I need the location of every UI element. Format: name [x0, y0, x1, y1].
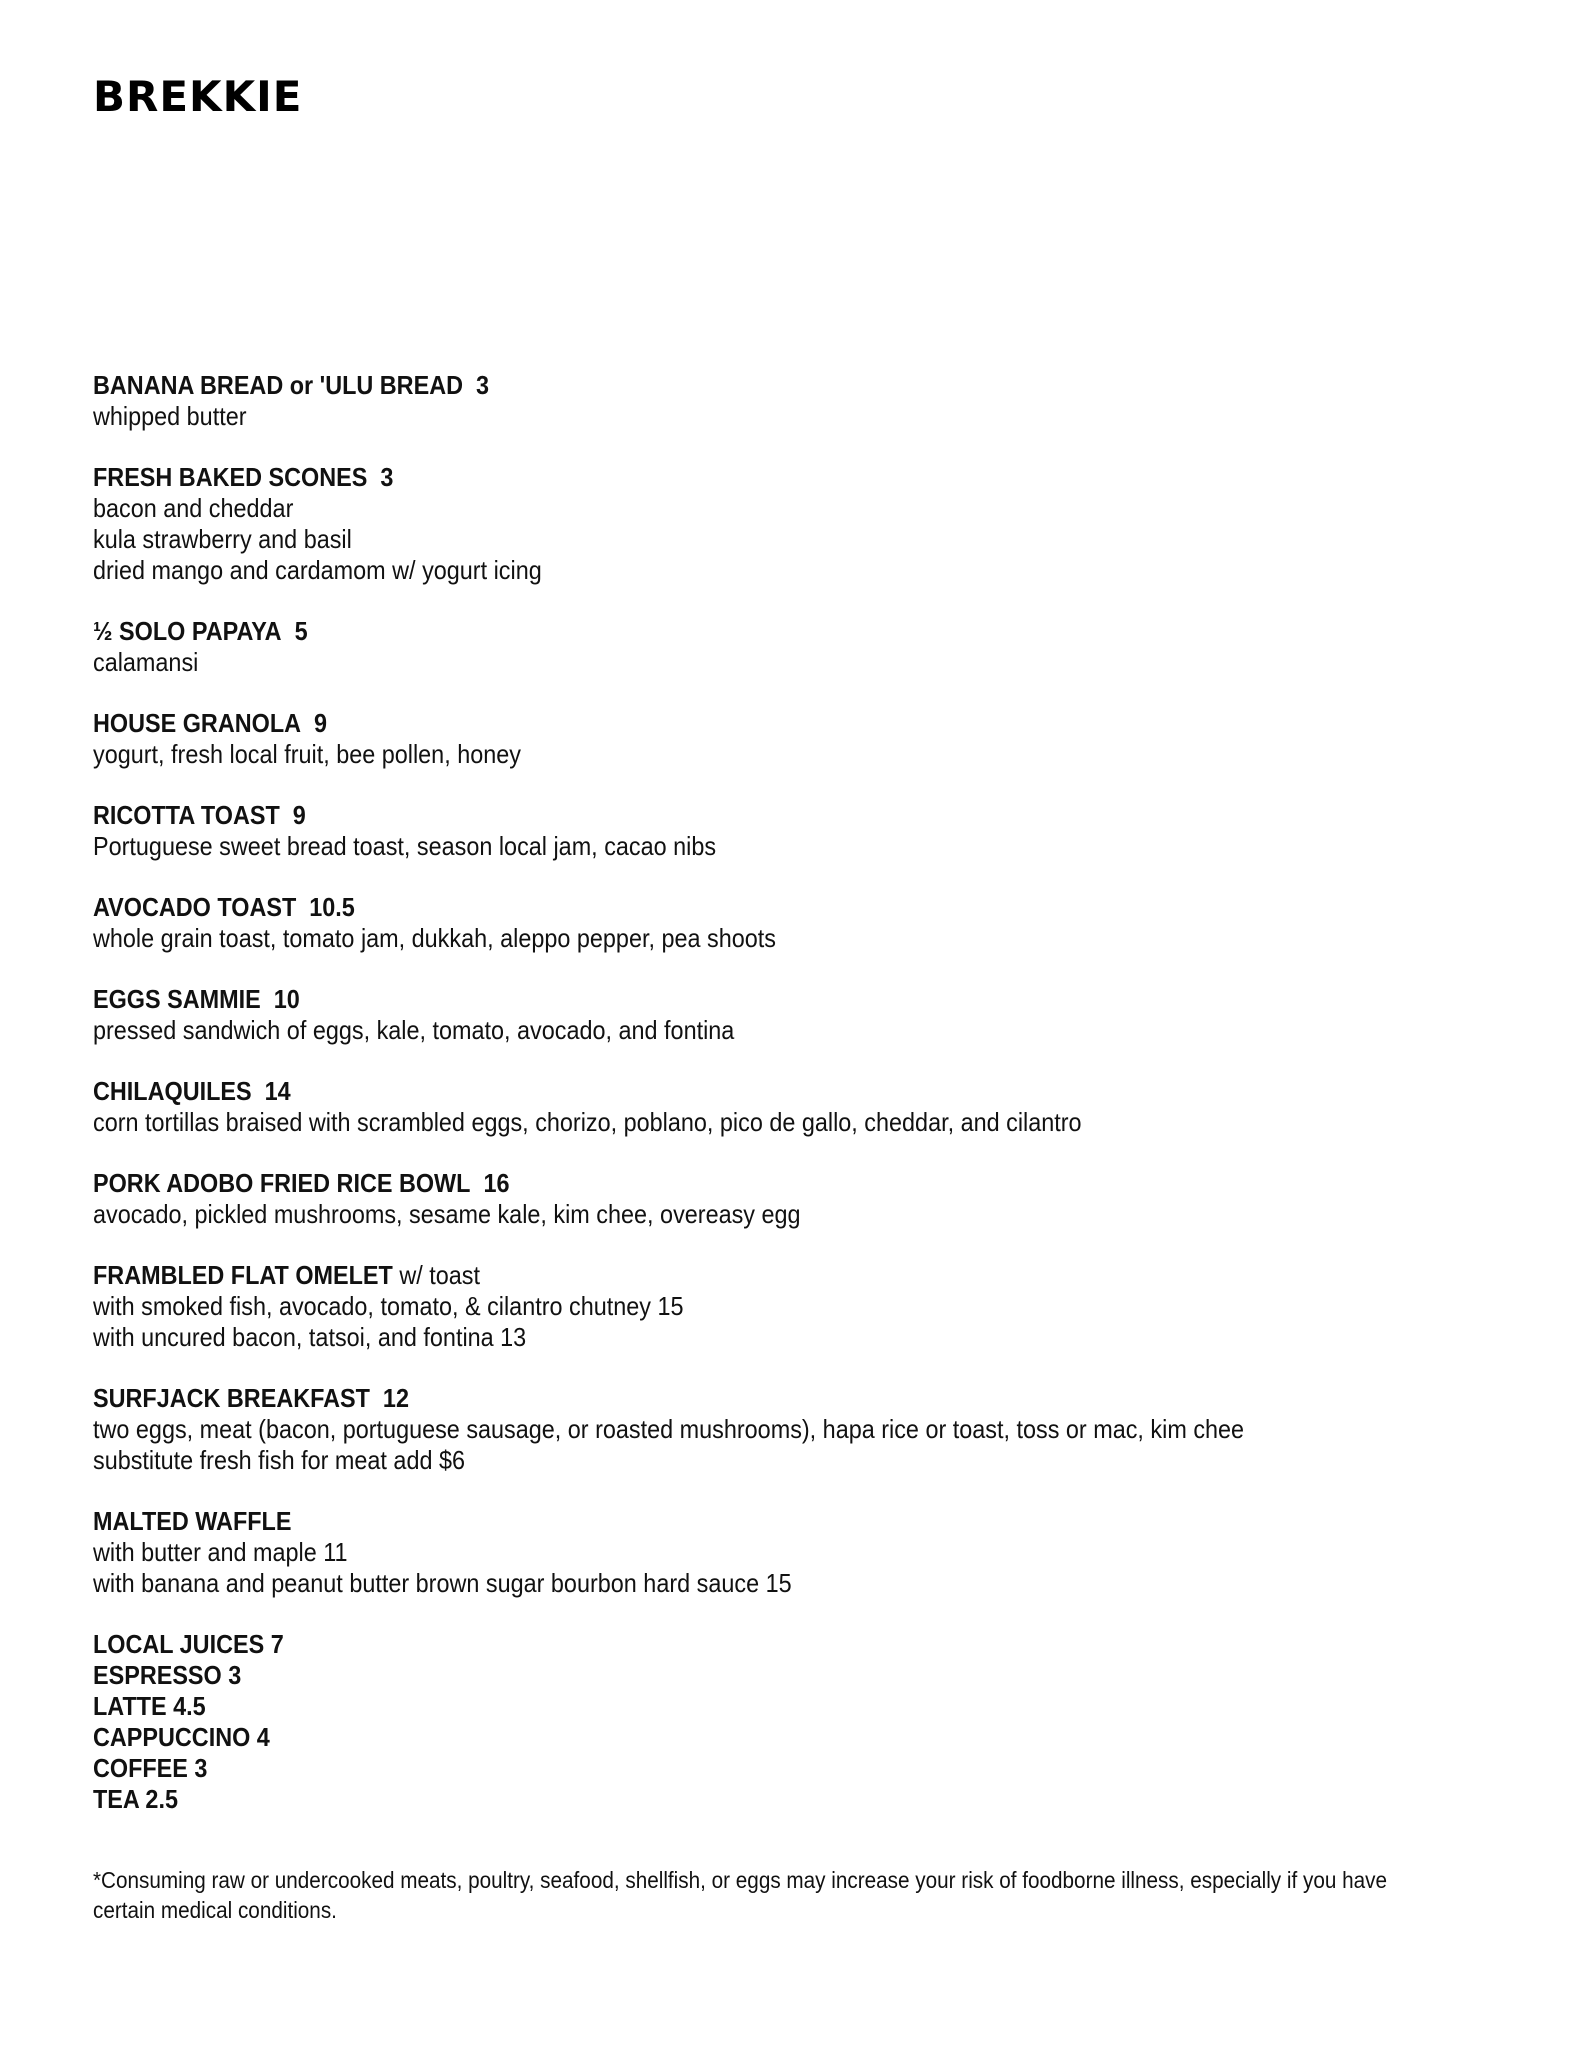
item-name: PORK ADOBO FRIED RICE BOWL	[93, 1168, 471, 1198]
food-safety-disclaimer	[93, 1865, 1443, 1925]
item-name: CHILAQUILES	[93, 1076, 252, 1106]
item-description: with banana and peanut butter brown sugar bourbon hard sauce 15	[93, 1568, 792, 1598]
item-price: 9	[292, 800, 306, 830]
item-name: EGGS SAMMIE	[93, 984, 261, 1014]
item-price: 12	[382, 1383, 409, 1413]
item-price: 3	[476, 370, 490, 400]
item-name: SURFJACK BREAKFAST	[93, 1383, 370, 1413]
item-price: 14	[264, 1076, 291, 1106]
item-price: 9	[314, 708, 328, 738]
item-description: with uncured bacon, tatsoi, and fontina 13	[93, 1322, 527, 1352]
item-name: BANANA BREAD or 'ULU BREAD	[93, 370, 463, 400]
item-description: with butter and maple 11	[93, 1537, 348, 1567]
menu-item-granola	[93, 708, 1371, 770]
item-description: yogurt, fresh local fruit, bee pollen, honey	[93, 739, 521, 769]
menu-item-banana-bread	[93, 370, 1371, 432]
menu-item-pork-adobo	[93, 1168, 1371, 1230]
drinks-list	[93, 1629, 1371, 1815]
page-title: BREKKIE	[93, 72, 303, 121]
item-price: 3	[380, 462, 394, 492]
item-name: RICOTTA TOAST	[93, 800, 280, 830]
menu-item-heading	[93, 1260, 1371, 1291]
menu-item-chilaquiles	[93, 1076, 1371, 1138]
item-description: whole grain toast, tomato jam, dukkah, aleppo pepper, pea shoots	[93, 923, 776, 953]
item-description: whipped butter	[93, 401, 247, 431]
menu-list	[93, 370, 1513, 1925]
item-price: 10	[273, 984, 300, 1014]
drink-item-latte: LATTE 4.5	[93, 1691, 206, 1721]
item-name: FRESH BAKED SCONES	[93, 462, 368, 492]
item-description: bacon and cheddar	[93, 493, 294, 523]
item-price: 5	[294, 616, 308, 646]
menu-item-heading	[93, 370, 1371, 401]
item-description: dried mango and cardamom w/ yogurt icing	[93, 555, 542, 585]
menu-item-avocado-toast	[93, 892, 1371, 954]
item-suffix: w/ toast	[399, 1260, 480, 1290]
item-description: calamansi	[93, 647, 199, 677]
menu-item-frambled-omelet	[93, 1260, 1371, 1353]
drink-item-cappuccino: CAPPUCCINO 4	[93, 1722, 270, 1752]
menu-item-heading	[93, 616, 1371, 647]
item-description: Portuguese sweet bread toast, season local jam, cacao nibs	[93, 831, 717, 861]
menu-item-eggs-sammie	[93, 984, 1371, 1046]
disclaimer-line: *Consuming raw or undercooked meats, poultry, seafood, shellfish, or eggs may increase your risk of foodborne illness, especially if you have	[93, 1867, 1388, 1893]
menu-item-heading	[93, 462, 1371, 493]
drink-item-local-juices: LOCAL JUICES 7	[93, 1629, 284, 1659]
item-description: kula strawberry and basil	[93, 524, 352, 554]
item-description: with smoked fish, avocado, tomato, & cilantro chutney 15	[93, 1291, 684, 1321]
item-description: corn tortillas braised with scrambled eggs, chorizo, poblano, pico de gallo, cheddar, and cilantro	[93, 1107, 1082, 1137]
item-price: 16	[483, 1168, 510, 1198]
menu-item-scones	[93, 462, 1371, 586]
menu-item-heading	[93, 1076, 1371, 1107]
menu-item-malted-waffle	[93, 1506, 1371, 1599]
item-price: 10.5	[309, 892, 355, 922]
menu-item-heading	[93, 1383, 1371, 1414]
item-description: pressed sandwich of eggs, kale, tomato, avocado, and fontina	[93, 1015, 735, 1045]
item-name: FRAMBLED FLAT OMELET	[93, 1260, 393, 1290]
menu-item-heading	[93, 708, 1371, 739]
item-name: HOUSE GRANOLA	[93, 708, 302, 738]
menu-item-ricotta-toast	[93, 800, 1371, 862]
drink-item-tea: TEA 2.5	[93, 1784, 178, 1814]
drink-item-coffee: COFFEE 3	[93, 1753, 208, 1783]
item-name: MALTED WAFFLE	[93, 1506, 292, 1536]
menu-item-heading	[93, 1168, 1371, 1199]
item-description: two eggs, meat (bacon, portuguese sausage, or roasted mushrooms), hapa rice or toast, toss or mac, kim chee	[93, 1414, 1245, 1444]
menu-item-surfjack-breakfast	[93, 1383, 1371, 1476]
menu-item-papaya	[93, 616, 1371, 678]
menu-item-heading	[93, 984, 1371, 1015]
item-name: ½ SOLO PAPAYA	[93, 616, 282, 646]
disclaimer-line: certain medical conditions.	[93, 1897, 337, 1923]
item-description: avocado, pickled mushrooms, sesame kale, kim chee, overeasy egg	[93, 1199, 801, 1229]
menu-item-heading	[93, 892, 1371, 923]
item-name: AVOCADO TOAST	[93, 892, 297, 922]
menu-item-heading	[93, 1506, 1371, 1537]
menu-item-heading	[93, 800, 1371, 831]
drink-item-espresso: ESPRESSO 3	[93, 1660, 242, 1690]
item-description: substitute fresh fish for meat add $6	[93, 1445, 466, 1475]
